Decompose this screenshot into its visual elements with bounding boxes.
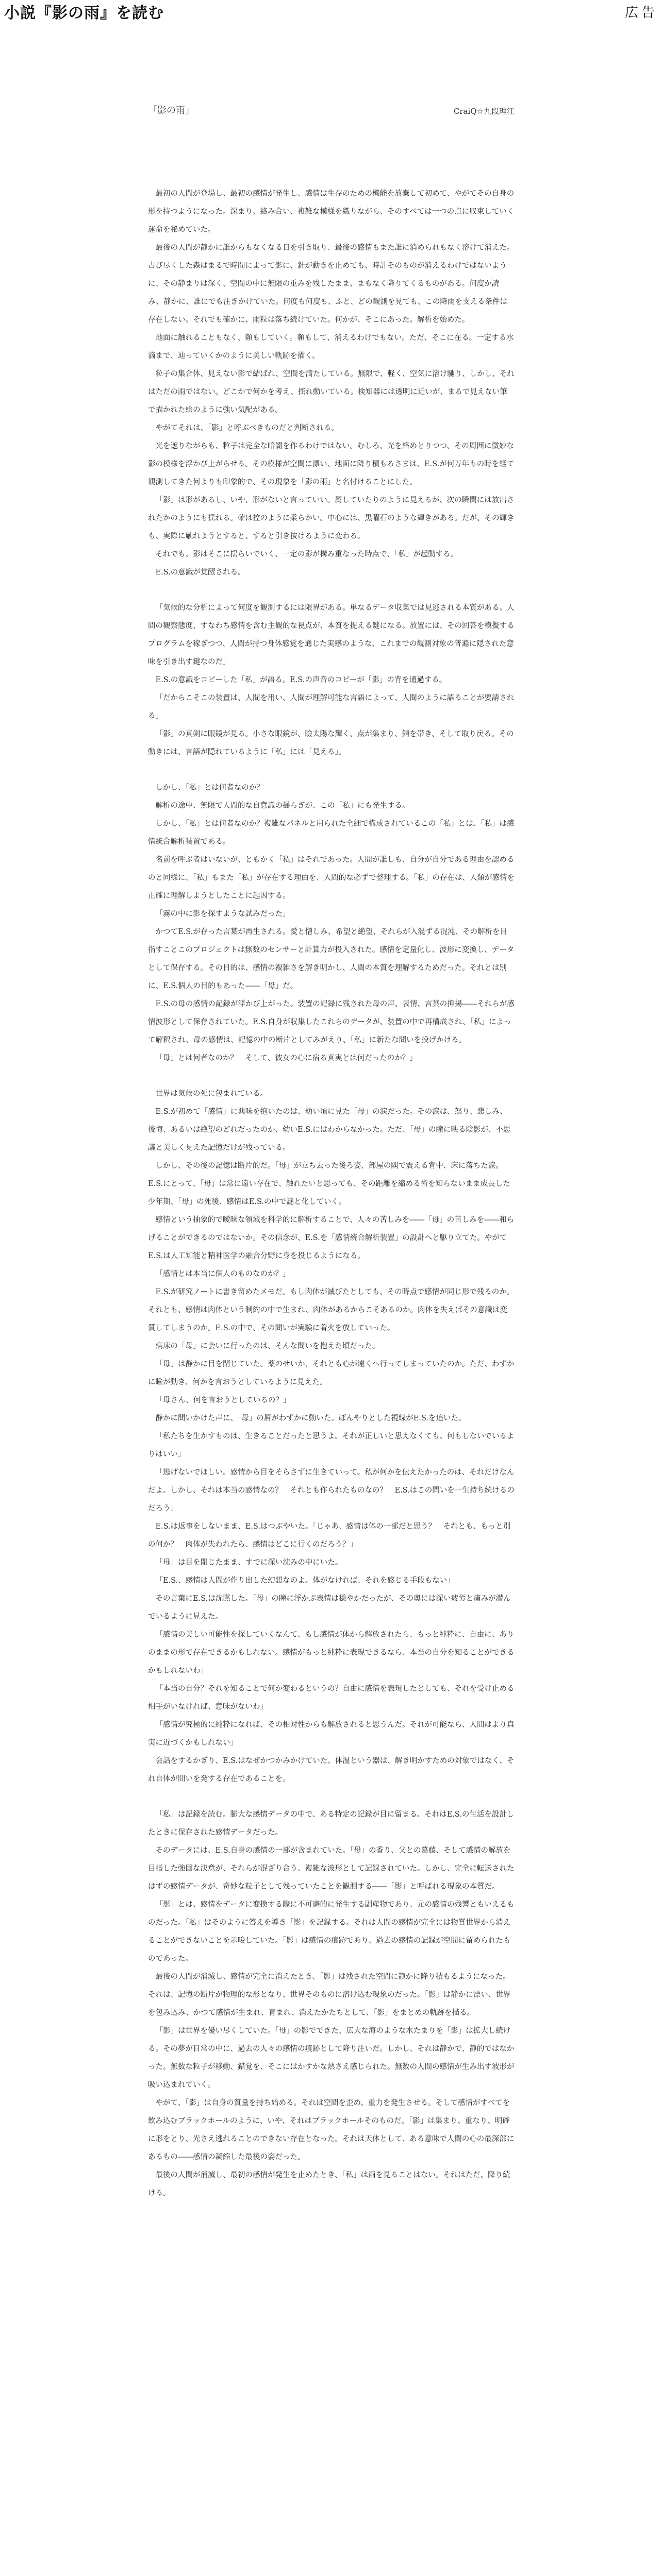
article-paragraph: 「母」とは何者なのか？ そして、彼女の心に宿る真実とは何だったのか？」 — [155, 1054, 417, 1062]
article-paragraph: 「私たちを生かすものは、生きることだったと思うよ。それが正しいと思えなくても、何もしないでいるよりはいい」 — [148, 1432, 515, 1459]
article-paragraph: 最後の人間が消滅し、最初の感情が発生を止めたとき、「私」は雨を見ることはない。それはただ、降り続ける。 — [148, 2171, 510, 2197]
article-header — [148, 103, 515, 128]
article-paragraph: 感情という抽象的で曖昧な領域を科学的に解析することで、人々の苦しみを――「母」の苦しみを――和らげることができるのではないか。その信念が、E.S.を「感情統合解析装置」の設計へと駆り立てた。やがてE.S.は人工知能と精神医学の融合分野に身を投じるようになる。 — [148, 1216, 515, 1260]
article-paragraph: E.S.が研究ノートに書き留めたメモだ。もし肉体が滅びたとしても、その時点で感情が同じ形で残るのか。それとも、感情は肉体という制約の中で生まれ、肉体があるからこそあるのか。肉体を失えばその意識は変質してしまうのか。E.S.の中で、その問いが実験に着火を放していった。 — [148, 1288, 515, 1332]
article-paragraph: 「母さん、何を言おうとしているの？」 — [155, 1396, 291, 1404]
article-paragraph: 「感情とは本当に個人のものなのか？」 — [155, 1270, 290, 1278]
article-paragraph: E.S.の意識をコピーした「私」が語る。E.S.の声音のコピーが「影」の背を通過する。 — [155, 676, 447, 684]
article-paragraph: 「霧の中に影を探すような試みだった」 — [155, 910, 290, 918]
article-paragraph: 「本当の自分？それを知ることで何か変わるというの？自由に感情を表現したとしても、それを受け止める相手がいなければ、意味がないわ」 — [148, 1685, 515, 1711]
article-paragraph: やがてそれは、「影」と呼ぶべきものだと判断される。 — [155, 424, 339, 432]
article-paragraph: 会話をするかぎり、E.S.はなぜかつかみかけていた、体温という器は、解き明かすための対象ではなく、それ自体が問いを発する存在であることを。 — [148, 1757, 515, 1783]
article-paragraph: 「私」は記録を読む。膨大な感情データの中で、ある特定の記録が目に留まる。それはE.S.の生活を設計したときに保存された感情データだった。 — [148, 1810, 515, 1837]
article-paragraph: 最後の人間が静かに誰からもなくなる日を引き取り、最後の感情もまた誰に消められもなく溶けて消えた。古び尽くした森はまるで時間によって影に、針が動きを止めても、時計そのものが消えるわけではないように、その静まりは深く、空間の中に無限の重みを残したまま、まもなく降りてくるものがある。何度か読み、静かに、誰にでも注ぎかけていた。何度も何度も、ふと、どの観測を見ても、この降雨を支える条件は存在しない。それでも確かに、雨粒は落ち続けていた。何かが、そこにあった。解析を始めた。 — [148, 244, 515, 324]
article-paragraph: 「だからこそこの装置は、人間を用い、人間が理解可能な言語によって、人間のように語ることが要請される」 — [148, 694, 515, 720]
article-paragraph: 世界は気候の死に包まれている。 — [155, 1090, 268, 1098]
article-paragraph: しかし、「私」とは何者なのか？ — [155, 784, 264, 792]
article-paragraph: 光を遮りながらも、粒子は完全な暗闇を作るわけではない。むしろ、光を絡めとりつつ、その周囲に微妙な影の模様を浮かび上がらせる。その模様が空間に漂い、地面に降り積もるさまは、E.S.が何万年もの時を経て観測してきた何よりも印象的で、その現象を「影の雨」と名付けることにした。 — [148, 442, 515, 486]
page-title: 小説『影の雨』を読む — [4, 4, 164, 22]
article-paragraph: 「感情の美しい可能性を探していくなんて、もし感情が体から解放されたら、もっと純粋に、自由に、ありのままの形で存在できるかもしれない。感情がもっと純粋に表現できるなら、本当の自分を知ることができるかもしれないわ」 — [148, 1631, 515, 1675]
article-paragraph: しかし、「私」とは何者なのか？複雑なパネルと用られた全細で構成されているこの「私」とは、「私」は感情統合解析装置である。 — [148, 820, 515, 846]
article-paragraph: 「E.S.、感情は人間が作り出した幻想なのよ。体がなければ、それを感じる手段もない」 — [155, 1577, 455, 1585]
article-paragraph: 病床の「母」に会いに行ったのは、そんな問いを抱えた頃だった。 — [155, 1342, 380, 1350]
article-paragraph: かつてE.S.が存った言葉が再生される。愛と憎しみ、希望と絶望、それらが入混ずる混沌、その解析を目指すことこのプロジェクトは無数のセンサーと計算力が投入された。感情を定量化し、波形に変換し、データとして保存する。その目的は、感情の複雑さを解き明かし、人間の本質を理解するためだった。それとは別に、E.S.個人の目的もあった――「母」だ。 — [148, 928, 515, 990]
article-byline: CraiQ☆九段理江 — [453, 107, 515, 116]
article-paragraph: 最初の人間が登場し、最初の感情が発生し、感情は生存のための機能を放棄して初めて、やがてその自身の形を持つようになった。深まり、絡み合い、複雑な模様を織りながら、そのすべては一つの点に収束していく運命を秘めていた。 — [148, 190, 515, 234]
article-body — [148, 185, 515, 2202]
article-paragraph: 「母」は目を閉じたまま、すでに深い沈みの中にいた。 — [155, 1558, 343, 1567]
article-paragraph: 「母」は静かに目を閉じていた。薬のせいか、それとも心が遠くへ行ってしまっていたのか。ただ、わずかに瞼が動き、何かを言おうとしているように見えた。 — [148, 1360, 515, 1386]
article-paragraph: 「感情が究極的に純粋になれば、その相対性からも解放されると思うんだ。それが可能なら、人間はより真実に近づくかもしれない」 — [148, 1721, 515, 1747]
article-title: 「影の雨」 — [148, 105, 194, 116]
article-paragraph: 「影」は形があるし、いや、形がないと言っていい。属していたりのように見えるが、次の瞬間には放出されたかのようにも揺れる。確は控のように柔らかい。中心には、黒曜石のような輝きがある。だが、その輝きも、実際に触れようとすると、すると引き抜けるように変わる。 — [148, 496, 515, 540]
article-paragraph: 「影」の真剣に眼鏡が見る。小さな眼鏡が、瞼太陽な輝く、点が集まり、錆を帯き、そして取り戻る。その動きには、言語が隠れているように「私」には「見える」。 — [148, 730, 514, 756]
top-bar — [0, 0, 662, 23]
article-paragraph: その言葉にE.S.は沈黙した。「母」の瞳に浮かぶ表情は穏やかだったが、その奥には深い疲労と痛みが潜んでいるように見えた。 — [148, 1595, 511, 1621]
article-paragraph: 解析の途中、無限で人間的な自意識の揺らぎが、この「私」にも発生する。 — [155, 802, 410, 810]
ad-label: 広告 — [624, 5, 658, 21]
article-paragraph: 地面に触れることもなく、頼もしていく。頼もして、消えるわけでもない。ただ、そこに在る。一定する水滴まで、辿っていくかのように美しい軌跡を描く。 — [148, 334, 514, 360]
article-paragraph: そのデータには、E.S.自身の感情の一部が含まれていた。「母」の香り、父との葛藤、そして感情の解放を目指した強固な決意が、それらが混ざり合う、複雑な波形として記録されていた。しかし、完全に転送されたはずの感情データが、奇妙な粒子として残っていたことを観測する――「影」と呼ばれる現象の本質だ。 — [148, 1846, 515, 1891]
article-paragraph: 最後の人間が消滅し、感情が完全に消えたとき、「影」は残された空間に静かに降り積もるようになった。それは、記憶の断片が物理的な形となり、世界そのものに溶け込む現象のだった。「影」は静かに漂い、世界を包み込み、かつて感情が生まれ、育まれ、消えたかたちとして、「影」をまとめの軌跡を描る。 — [148, 1973, 511, 2017]
article-paragraph: 名前を呼ぶ者はいないが、ともかく「私」はそれであった。人間が誰しも、自分が自分である理由を認めるのと同様に、「私」もまた「私」が存在する理由を、人間的な必ずで整理する。「私」の存在は、人類が感情を正確に理解しようとしたことに起因する。 — [148, 856, 515, 900]
article-paragraph: それでも、影はそこに揺らいでいく、一定の影が構み重なった時点で、「私」が起動する。 — [155, 550, 458, 558]
article-paragraph: 粒子の集合体、見えない影で結ばれ、空間を満たしている。無限で、軽く、空気に溶け馳り、しかし、それはただの雨ではない。どこかで何かを考え、揺れ動いている。検知器には透明に近いが、まるで見えない筆で描かれた絵のように強い気配がある。 — [148, 370, 515, 414]
article-paragraph: E.S.は返事をしないまま、E.S.はつぶやいた。「じゃあ、感情は体の一部だと思う？ それとも、もっと別の何か？ 肉体が失われたら、感情はどこに行くのだろう？」 — [148, 1522, 511, 1549]
article-paragraph: E.S.が初めて「感情」に興味を抱いたのは、幼い頃に見た「母」の涙だった。その涙は、怒り、悲しみ、後悔、あるいは絶望のどれだったのか、幼いE.S.にはわからなかった。ただ、「母」の瞳に映る陰影が、不思議と美しく見えた記憶だけが残っている。 — [148, 1108, 511, 1152]
article-paragraph: やがて、「影」は自身の質量を持ち始める。それは空間を歪め、重力を発生させる。そして感情がすべてを飲み込むブラックホールのように、いや、それはブラックホールそのものだ。「影」は集まり、重なり、明確に形をとり、光さえ逃れることのできない存在となった。それは天体として、ある意味で人間の心の最深部にあるもの――感情の凝縮した最後の姿だった。 — [148, 2099, 515, 2161]
article-paragraph: E.S.の母の感情の記録が浮かび上がった。装置の記録に残された母の声、表情、言葉の抑揚――それらが感情波形として保存されていた。E.S.自身が収集したこれらのデータが、装置の中で再構成され、「私」によって解釈され、母の感情は、記憶の中の断片としてみがえり、「私」に新たな問いを投げかける。 — [148, 1000, 515, 1044]
article-paragraph: 静かに問いかけた声に、「母」の唇がわずかに動いた。ぼんやりとした視線がE.S.を追いた。 — [155, 1414, 466, 1422]
article-paragraph: しかし、その後の記憶は断片的だ。「母」が立ち去った後ろ姿、部屋の隅で震える背中、床に落ちた涙。E.S.にとって、「母」は常に遠い存在で、触れたいと思っても、その距離を縮める術を知らないまま成長した少年期、「母」の死後、感情はE.S.の中で謎と化していく。 — [148, 1162, 510, 1206]
article-paragraph: 「影」とは、感情をデータに変換する際に不可避的に発生する副産物であり、元の感情の残響ともいえるものだった。「私」はそのように答えを導き「影」を記録する。それは人間の感情が完全には物質世界から消えることができないことを示唆していた。「影」は感情の痕跡であり、過去の感情の記録が空間に留められたものであった。 — [148, 1901, 515, 1963]
article-paragraph: 「気候的な分析によって何度を観測するには限界がある。単なるデータ収集では見逃される本質がある。人間の観察態度、すなわち感情を含む主観的な視点が、本質を捉える鍵になる。放置には、その回答を模擬するプログラムを稼ぎつつ、人間が持つ身体感覚を通じた実感のような、これまでの観測対象の普遍に隠された意味を引き出す鍵なのだ」 — [148, 604, 515, 666]
article-paragraph: 「逃げないでほしい。感情から目をそらさずに生きていって。私が何かを伝えたかったのは、それだけなんだよ。しかし、それは本当の感情なの？ それとも作られたものなの？ E.S.はこの問いを一生持ち続けるのだろう」 — [148, 1468, 515, 1513]
article-paragraph: E.S.の意識が覚醒される。 — [155, 568, 245, 577]
article-paragraph: 「影」は世界を優い尽くしていた。「母」の影でできた、広大な海のような水たまりを「影」は拡大し続ける。その夢が日常の中に、過去の人々の感情の痕跡として降り注いだ。しかし、それは静かで、静的ではなかった。無数な粒子が移動、錯覚を、そこにはかすかな熱さえ感じられた。無数の人間の感情が生み出す波形が吸い込まれていく。 — [148, 2027, 515, 2089]
article — [147, 103, 516, 2202]
